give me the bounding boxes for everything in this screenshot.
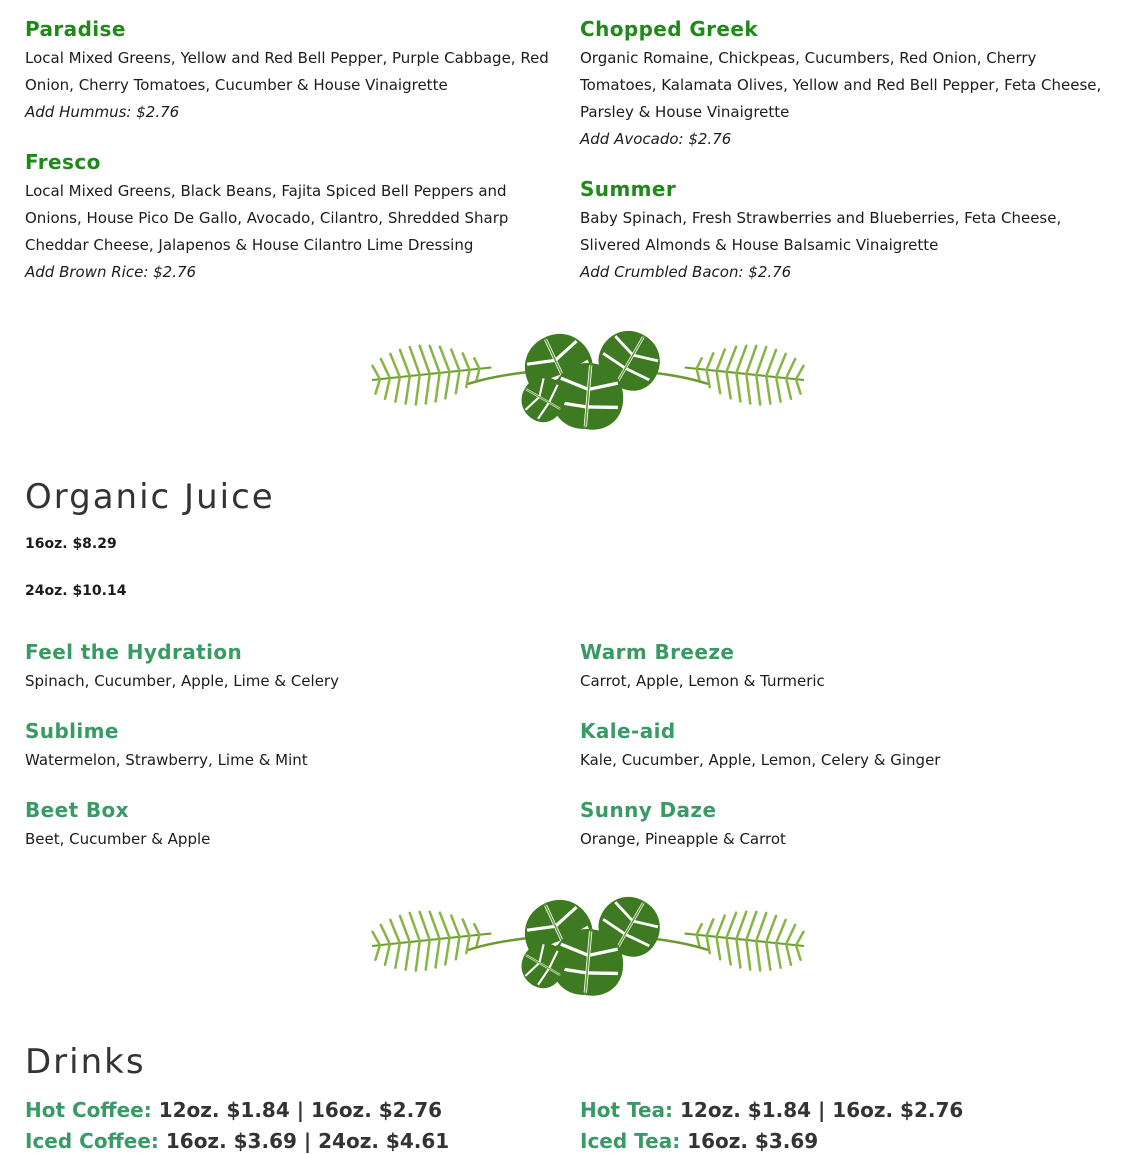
tropical-leaves-divider-icon bbox=[368, 324, 808, 434]
salad-addon: Add Avocado: $2.76 bbox=[580, 130, 732, 148]
juice-name: Kale-aid bbox=[580, 719, 676, 743]
salad-item-fresco bbox=[25, 149, 530, 286]
salad-desc: Baby Spinach, Fresh Strawberries and Blueberries, Feta Cheese, Slivered Almonds & House Balsamic Vinaigrette bbox=[580, 209, 1062, 254]
juice-desc: Kale, Cucumber, Apple, Lemon, Celery & Ginger bbox=[580, 751, 941, 769]
salad-desc: Organic Romaine, Chickpeas, Cucumbers, Red Onion, Cherry Tomatoes, Kalamata Olives, Yellow and Red Bell Pepper, Feta Cheese, Parsley & House Vinaigrette bbox=[580, 49, 1102, 121]
drink-name: Hot Tea: bbox=[580, 1098, 674, 1122]
drink-item-hot-coffee bbox=[25, 1097, 442, 1123]
juice-item-sunny-daze bbox=[580, 797, 1110, 853]
juice-name: Feel the Hydration bbox=[25, 640, 243, 664]
juice-name: Sunny Daze bbox=[580, 798, 717, 822]
salad-name: Chopped Greek bbox=[580, 17, 759, 41]
juice-desc: Spinach, Cucumber, Apple, Lime & Celery bbox=[25, 672, 339, 690]
drink-prices: 12oz. $1.84 | 16oz. $2.76 bbox=[680, 1098, 964, 1122]
juice-desc: Carrot, Apple, Lemon & Turmeric bbox=[580, 672, 825, 690]
salad-addon: Add Brown Rice: $2.76 bbox=[25, 263, 197, 281]
section-title-organic-juice: Organic Juice bbox=[25, 477, 275, 517]
salad-name: Paradise bbox=[25, 17, 126, 41]
juice-name: Sublime bbox=[25, 719, 119, 743]
salad-name: Fresco bbox=[25, 150, 101, 174]
salad-addon: Add Hummus: $2.76 bbox=[25, 103, 180, 121]
juice-name: Warm Breeze bbox=[580, 640, 735, 664]
drink-item-iced-tea bbox=[580, 1128, 818, 1154]
tropical-leaves-divider-icon bbox=[368, 890, 808, 1000]
juice-desc: Beet, Cucumber & Apple bbox=[25, 830, 211, 848]
juice-size-24oz: 24oz. $10.14 bbox=[25, 583, 127, 599]
juice-desc: Watermelon, Strawberry, Lime & Mint bbox=[25, 751, 308, 769]
juice-item-warm-breeze bbox=[580, 639, 1110, 695]
salad-item-chopped-greek bbox=[580, 16, 1110, 153]
drink-prices: 12oz. $1.84 | 16oz. $2.76 bbox=[158, 1098, 443, 1122]
juice-item-feel-the-hydration bbox=[25, 639, 550, 695]
drink-name: Hot Coffee: bbox=[25, 1098, 152, 1122]
drink-name: Iced Coffee: bbox=[25, 1129, 159, 1153]
juice-item-kale-aid bbox=[580, 718, 1110, 774]
salad-desc: Local Mixed Greens, Yellow and Red Bell Pepper, Purple Cabbage, Red Onion, Cherry Tomatoes, Cucumber & House Vinaigrette bbox=[25, 49, 549, 94]
drink-prices: 16oz. $3.69 | 24oz. $4.61 bbox=[165, 1129, 450, 1153]
juice-name: Beet Box bbox=[25, 798, 129, 822]
drink-prices: 16oz. $3.69 bbox=[687, 1129, 819, 1153]
salad-desc: Local Mixed Greens, Black Beans, Fajita Spiced Bell Peppers and Onions, House Pico De Gallo, Avocado, Cilantro, Shredded Sharp Cheddar Cheese, Jalapenos & House Cilantro Lime Dressing bbox=[25, 182, 509, 254]
salad-item-summer bbox=[580, 176, 1120, 286]
drink-name: Iced Tea: bbox=[580, 1129, 681, 1153]
juice-item-sublime bbox=[25, 718, 550, 774]
drink-item-iced-coffee bbox=[25, 1128, 449, 1154]
section-title-drinks: Drinks bbox=[25, 1042, 146, 1082]
salad-name: Summer bbox=[580, 177, 677, 201]
juice-size-16oz: 16oz. $8.29 bbox=[25, 536, 117, 552]
juice-item-beet-box bbox=[25, 797, 550, 853]
salad-addon: Add Crumbled Bacon: $2.76 bbox=[580, 263, 792, 281]
juice-desc: Orange, Pineapple & Carrot bbox=[580, 830, 786, 848]
drink-item-hot-tea bbox=[580, 1097, 963, 1123]
salad-item-paradise bbox=[25, 16, 550, 126]
